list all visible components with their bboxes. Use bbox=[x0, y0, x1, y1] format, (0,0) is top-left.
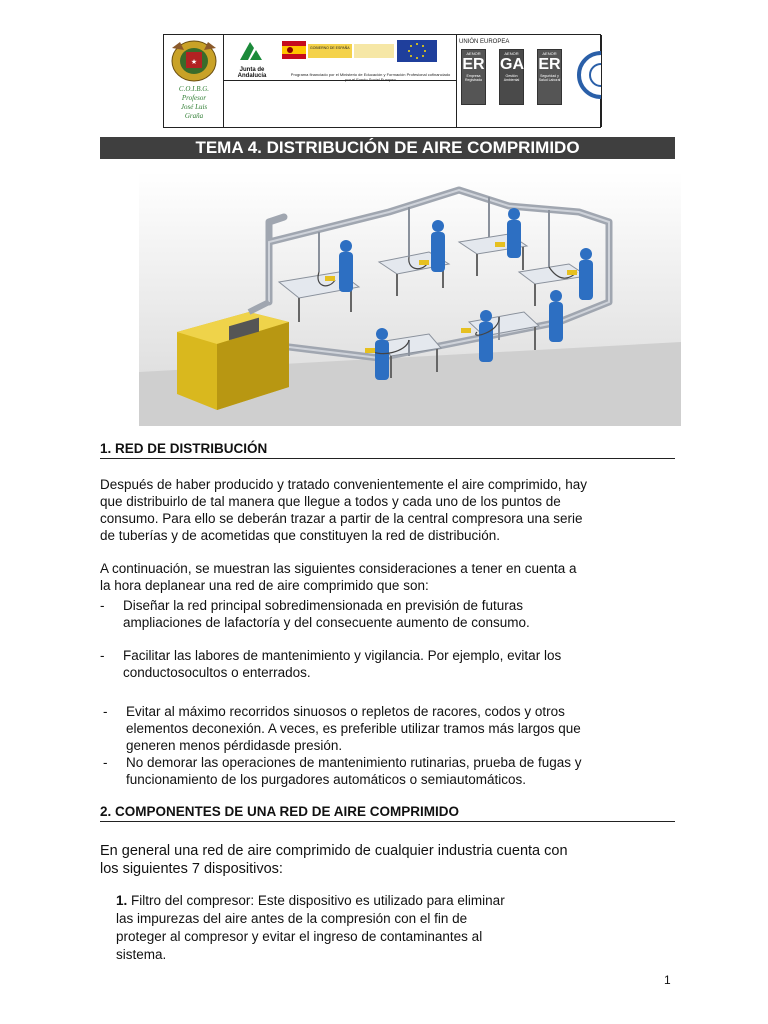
bullet-text bbox=[126, 703, 656, 754]
page-title: TEMA 4. DISTRIBUCIÓN DE AIRE COMPRIMIDO bbox=[100, 137, 675, 159]
text-line: funcionamiento de los purgadores automáticos o semiautomáticos. bbox=[126, 772, 526, 787]
bullet-text bbox=[123, 597, 653, 631]
section2-paragraph1 bbox=[100, 842, 675, 878]
section1-paragraph1 bbox=[100, 476, 675, 544]
iqnet-seal-icon bbox=[577, 51, 601, 99]
section-heading-componentes: 2. COMPONENTES DE UNA RED DE AIRE COMPRIMIDO bbox=[100, 804, 675, 822]
school-logo-cell bbox=[164, 35, 224, 127]
numbered-item-filtro-compresor bbox=[116, 892, 616, 964]
svg-text:★: ★ bbox=[190, 58, 198, 66]
school-line: C.O.I.B.G. bbox=[178, 85, 210, 93]
aenor-badge-top: AENOR bbox=[466, 51, 481, 56]
junta-andalucia-logo bbox=[236, 38, 266, 64]
aenor-badge-top: AENOR bbox=[504, 51, 519, 56]
text-line: conductosocultos o enterrados. bbox=[123, 665, 311, 680]
section1-paragraph2 bbox=[100, 560, 675, 594]
text-line: ampliaciones de lafactoría y del consecuente aumento de consumo. bbox=[123, 615, 530, 630]
text-line: los siguientes 7 dispositivos: bbox=[100, 861, 283, 877]
aenor-badge-caption: Empresa Registrada bbox=[465, 74, 482, 82]
section-heading-red-distribucion: 1. RED DE DISTRIBUCIÓN bbox=[100, 441, 675, 459]
bullet-dash: - bbox=[103, 755, 108, 770]
aenor-badge-caption: Seguridad y Salud Laboral bbox=[538, 74, 561, 82]
text-line: que distribuirlo de tal manera que llegue a todos y cada uno de los puntos de bbox=[100, 494, 561, 509]
text-line: Evitar al máximo recorridos sinuosos o repletos de racores, codos y otros bbox=[126, 704, 565, 719]
item-line: sistema. bbox=[116, 947, 167, 962]
text-line: Después de haber producido y tratado convenientemente el aire comprimido, hay bbox=[100, 477, 588, 492]
aenor-badge-top: AENOR bbox=[542, 51, 557, 56]
aenor-badge-er bbox=[461, 49, 486, 105]
bullet-text bbox=[123, 647, 653, 681]
eu-flag-icon bbox=[397, 40, 437, 62]
school-line: José Luis bbox=[180, 103, 208, 111]
text-line: la hora deplanear una red de aire comprimido que son: bbox=[100, 578, 429, 593]
institutional-logos-cell bbox=[224, 35, 457, 127]
item-line: proteger al compresor y evitar el ingreso de contaminantes al bbox=[116, 929, 483, 944]
item-line: las impurezas del aire antes de la compresión con el fin de bbox=[116, 911, 468, 926]
item-line: Filtro del compresor: Este dispositivo es utilizado para eliminar bbox=[131, 893, 505, 908]
text-line bbox=[116, 892, 616, 910]
text-line: Diseñar la red principal sobredimensionada en previsión de futuras bbox=[123, 598, 523, 613]
aenor-badge-ga bbox=[499, 49, 524, 105]
text-line: No demorar las operaciones de mantenimiento rutinarias, prueba de fugas y bbox=[126, 755, 582, 770]
aenor-badge-mark: ER bbox=[538, 56, 561, 73]
spain-government-logo bbox=[282, 41, 306, 59]
aenor-badge-sst bbox=[537, 49, 562, 105]
school-line: Profesor bbox=[181, 94, 207, 102]
ministry-label: GOBIERNO DE ESPAÑA bbox=[310, 46, 350, 50]
text-line: generen menos pérdidasde presión. bbox=[126, 738, 343, 753]
page-number: 1 bbox=[664, 973, 671, 987]
school-line: Graña bbox=[184, 112, 204, 120]
item-number: 1. bbox=[116, 893, 128, 908]
header-logo-table bbox=[163, 34, 601, 128]
education-banner bbox=[354, 44, 394, 58]
junta-label: Junta de Andalucía bbox=[237, 67, 267, 79]
text-line: consumo. Para ello se deberán trazar a partir de la central compresora una serie bbox=[100, 511, 583, 526]
aenor-badge-mark: GA bbox=[500, 56, 524, 73]
certification-cell bbox=[457, 35, 602, 127]
ministry-banner bbox=[308, 44, 352, 58]
bullet-dash: - bbox=[100, 648, 105, 663]
text-line: En general una red de aire comprimido de cualquier industria cuenta con bbox=[100, 843, 568, 859]
aenor-badge-caption: Gestión Ambiental bbox=[503, 74, 520, 82]
aenor-badge-mark: ER bbox=[462, 56, 485, 73]
school-name bbox=[168, 85, 220, 121]
bullet-text bbox=[126, 754, 656, 788]
text-line: Facilitar las labores de mantenimiento y vigilancia. Por ejemplo, evitar los bbox=[123, 648, 562, 663]
compressed-air-network-illustration bbox=[139, 172, 681, 426]
program-funding-text: Programa financiado por el Ministerio de Educación y Formación Profesional cofinanciado por el Fondo Social Europeo bbox=[290, 72, 451, 82]
bullet-dash: - bbox=[100, 598, 105, 613]
text-line: A continuación, se muestran las siguientes consideraciones a tener en cuenta a bbox=[100, 561, 577, 576]
eu-label: UNIÓN EUROPEA bbox=[459, 39, 510, 45]
bullet-dash: - bbox=[103, 704, 108, 719]
text-line: de tuberías y de acometidas que constituyen la red de distribución. bbox=[100, 528, 500, 543]
school-crest-logo bbox=[165, 38, 223, 84]
text-line: elementos deconexión. A veces, es preferible utilizar tramos más largos que bbox=[126, 721, 581, 736]
